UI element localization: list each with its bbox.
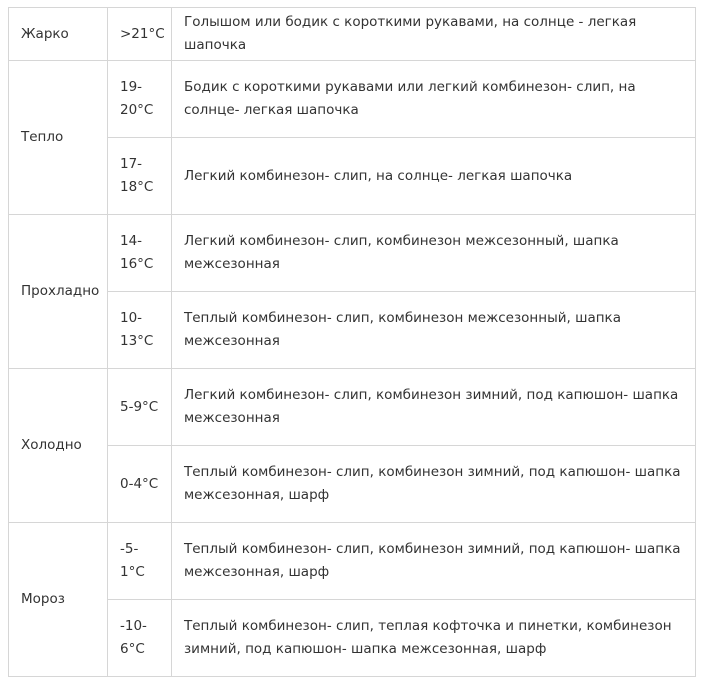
table-row — [9, 446, 696, 523]
table-row — [9, 369, 696, 446]
temperature-cell: 10-13°C — [108, 292, 172, 369]
clothing-cell: Голышом или бодик с короткими рукавами, на солнце - легкая шапочка — [172, 8, 696, 61]
temperature-cell: 17-18°C — [108, 138, 172, 215]
table-row — [9, 138, 696, 215]
category-cell: Мороз — [9, 523, 108, 677]
clothing-cell: Бодик с короткими рукавами или легкий комбинезон- слип, на солнце- легкая шапочка — [172, 61, 696, 138]
temperature-cell: 19-20°C — [108, 61, 172, 138]
clothing-cell: Теплый комбинезон- слип, комбинезон зимний, под капюшон- шапка межсезонная, шарф — [172, 446, 696, 523]
category-cell: Прохладно — [9, 215, 108, 369]
table-row — [9, 8, 696, 61]
table-row — [9, 600, 696, 677]
category-cell: Жарко — [9, 8, 108, 61]
temperature-cell: -10-6°C — [108, 600, 172, 677]
clothing-cell: Теплый комбинезон- слип, теплая кофточка и пинетки, комбинезон зимний, под капюшон- шапка межсезонная, шарф — [172, 600, 696, 677]
clothing-cell: Теплый комбинезон- слип, комбинезон межсезонный, шапка межсезонная — [172, 292, 696, 369]
table-row — [9, 61, 696, 138]
table-row — [9, 215, 696, 292]
category-cell: Холодно — [9, 369, 108, 523]
clothing-cell: Теплый комбинезон- слип, комбинезон зимний, под капюшон- шапка межсезонная, шарф — [172, 523, 696, 600]
category-cell: Тепло — [9, 61, 108, 215]
table-row — [9, 523, 696, 600]
clothing-cell: Легкий комбинезон- слип, комбинезон межсезонный, шапка межсезонная — [172, 215, 696, 292]
temperature-cell: 14-16°C — [108, 215, 172, 292]
temperature-cell: 5-9°C — [108, 369, 172, 446]
temperature-cell: >21°C — [108, 8, 172, 61]
clothing-temperature-table — [8, 7, 696, 677]
clothing-cell: Легкий комбинезон- слип, на солнце- легкая шапочка — [172, 138, 696, 215]
temperature-cell: 0-4°C — [108, 446, 172, 523]
table-row — [9, 292, 696, 369]
temperature-cell: -5-1°C — [108, 523, 172, 600]
clothing-cell: Легкий комбинезон- слип, комбинезон зимний, под капюшон- шапка межсезонная — [172, 369, 696, 446]
